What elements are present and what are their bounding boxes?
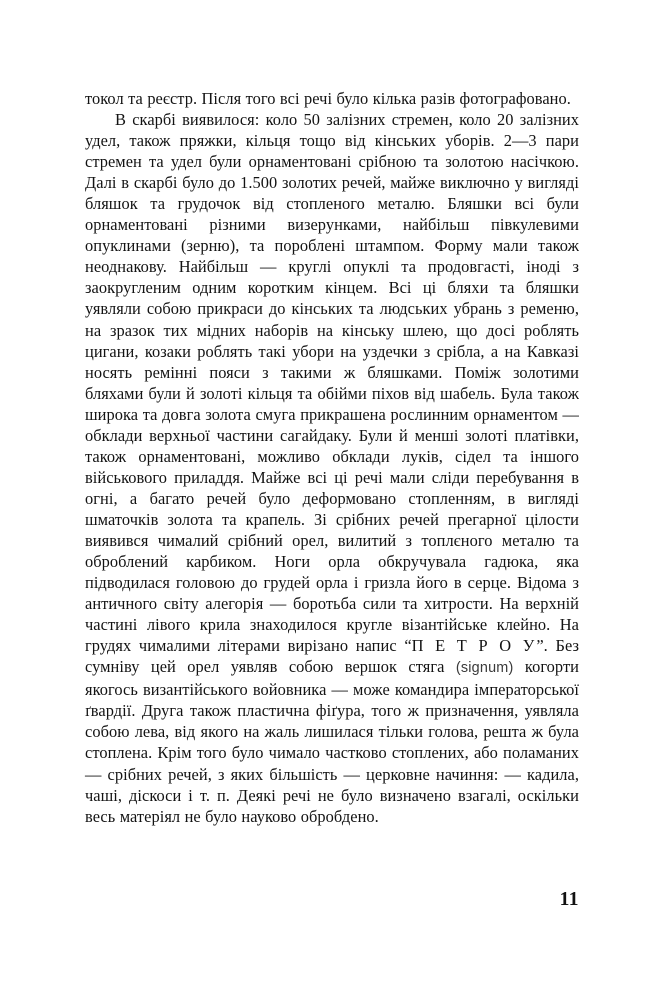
body-text-column xyxy=(85,88,579,827)
inscription-petrou: П Е Т Р О У xyxy=(411,636,537,656)
latin-gloss-signum: (signum) xyxy=(455,660,514,677)
paragraph-continuation: токол та реєстр. Після того всі речі було кілька разів фотографовано. xyxy=(85,89,571,108)
page-number: 11 xyxy=(559,889,579,910)
paragraph-hoard-description: В скарбі виявилося: коло 50 залізних стремен, коло 20 залізних удел, також пряжки, кільця тощо від кінських уборів. 2—3 пари стремен та удел були орнаментовані срібною та золотою насічкою. Далі в скарбі було до 1.500 золотих речей, майже виключно у вигляді бляшок та грудочок від стопленого металю. Бляшки всі були орнаментовані різними визерунками, найбільш півкулевими опуклинами (зерню), та пороблені штампом. Форму мали також неоднакову. Найбільш — круглі опуклі та продовгасті, іноді з заокругленим одним коротким кінцем. Всі ці бляхи та бляшки уявляли собою прикраси до кінських та людських убрань з ременю, на зразок тих мідних наборів на кінську шлею, що досі роблять цигани, козаки роблять такі убори на уздечки з срібла, а на Кавказі носять ремінні пояси з такими ж бляшками. Поміж золотими бляхами були й золоті кільця та обійми піхов від шабель. Була також широка та довга золота смуга прикрашена рослинним орнаментом — обклади верхньої частини сагайдаку. Були й менші золоті платівки, також орнаментовані, можливо обклади луків, сідел та іншого військового приладдя. Майже всі ці речі мали сліди перебування в огні, а багато речей було деформовано стопленням, в вигляді шматочків золота та крапель. Зі срібних речей прегарної цілости виявився чималий срібний орел, вилитий з топлєного металю та оброблений карбиком. Ноги орла обкручувала гадюка, яка підводилася головою до грудей орла і гризла його в серце. Відома з античного світу алегорія — боротьба сили та хитрости. На верхній частині лівого крила знаходилося кругле візантійське клейно. На грудях чималими літерами вирізано напис “П Е Т Р О У”. Без сумніву цей орел уявляв собою вершок стяга (signum) когорти якогось византійського войовника — може командира імператорської ґвардії. Друга також пластична фіґура, того ж призначення, уявляла собою лева, від якого на жаль лишилася тільки голова, решта ж була стоплена. Крім того було чимало частково стоплених, або поламаних — срібних речей, з яких більшість — церковне начиння: — кадила, чаші, діскоси і т. п. Деякі речі не було визначено взагалі, оскільки весь матеріял не було науково обробдено. xyxy=(85,110,579,826)
